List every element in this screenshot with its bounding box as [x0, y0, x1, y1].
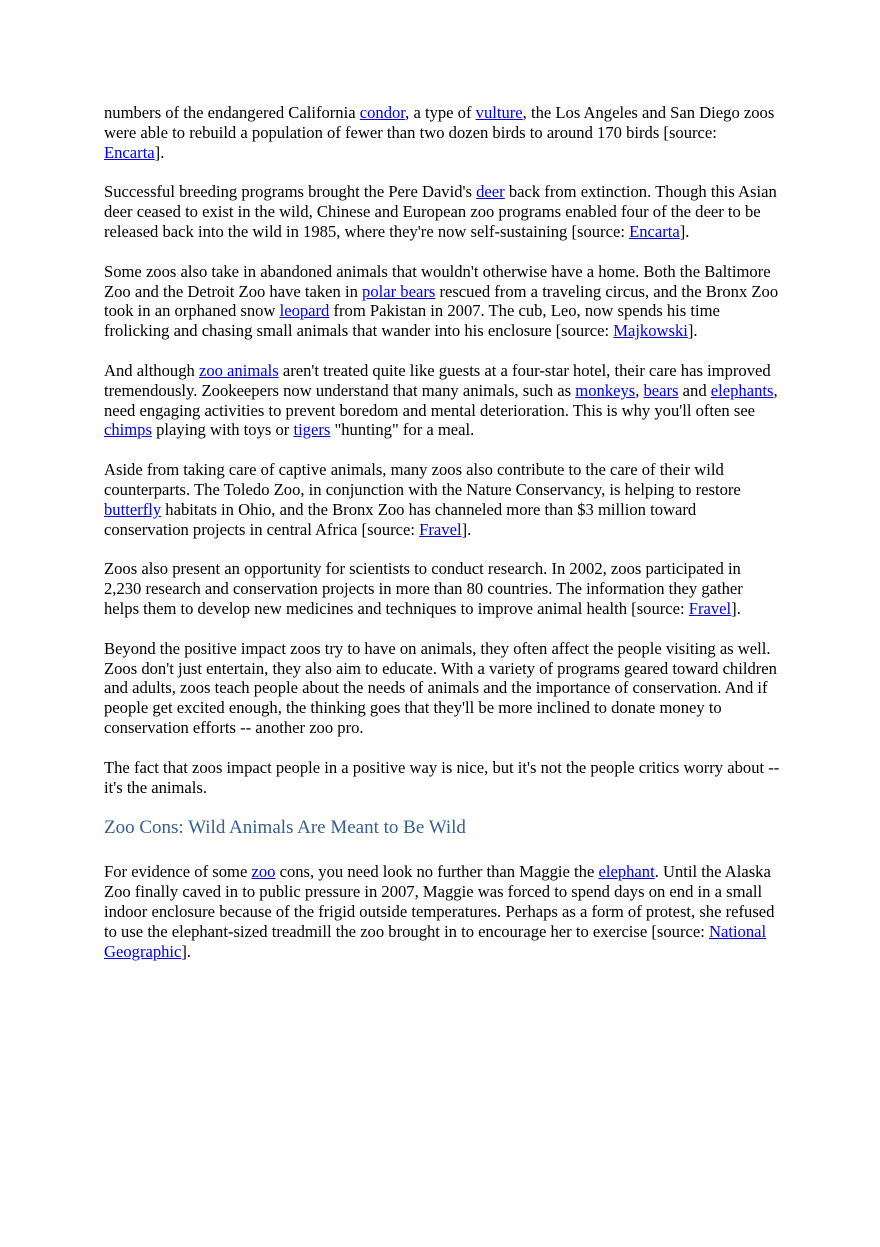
link-majkowski[interactable]: Majkowski — [613, 321, 688, 341]
paragraph — [104, 758, 780, 798]
paragraph-text: ]. — [181, 941, 192, 961]
paragraph-text: aren't treated quite like guests at a four-star hotel, their care has improved tremendously. Zookeepers now understand that many animals, such as — [104, 360, 771, 400]
section-heading: Zoo Cons: Wild Animals Are Meant to Be Wild — [104, 817, 466, 839]
body-paragraphs — [104, 103, 780, 797]
paragraph-text: And although — [104, 360, 199, 380]
paragraph-text: , the Los Angeles and San Diego zoos were able to rebuild a population of fewer than two dozen birds to around 170 birds [source: — [104, 103, 775, 142]
paragraph-text: numbers of the endangered California — [104, 103, 360, 122]
link-monkeys[interactable]: monkeys — [575, 380, 636, 400]
paragraph-text: ]. — [154, 142, 165, 162]
paragraph-text: Beyond the positive impact zoos try to have on animals, they often affect the people visiting as well. Zoos don't just entertain, they also aim to educate. With a variety of programs geared toward children and adults, zoos teach people about the needs of animals and the importance of conservation. And if people get excited enough, the thinking goes that they'll be more inclined to donate money to conservation efforts -- another zoo pro. — [104, 638, 777, 737]
paragraph-text: and — [678, 380, 711, 400]
paragraph-text: back from extinction. Though this Asian deer ceased to exist in the wild, Chinese and European zoo programs enabled four of the deer to be released back into the wild in 1985, where they're now self-sustaining [source: — [104, 182, 777, 241]
paragraph-text: from Pakistan in 2007. The cub, Leo, now spends his time frolicking and chasing small animals that wander into his enclosure [source: — [104, 301, 720, 341]
paragraph — [104, 361, 780, 440]
paragraph-text: Successful breeding programs brought the Pere David's — [104, 182, 477, 202]
paragraph — [104, 182, 780, 241]
link-deer[interactable]: deer — [476, 182, 505, 202]
paragraph-text: playing with toys or — [151, 420, 294, 440]
link-national-geographic[interactable]: National Geographic — [104, 921, 767, 961]
link-encarta[interactable]: Encarta — [104, 142, 155, 162]
paragraph-text: . Until the Alaska Zoo finally caved in to public pressure in 2007, Maggie was forced to spend days on end in a small indoor enclosure because of the frigid outside temperatures. Perhaps as a form of protest, she refused to use the elephant-sized treadmill the zoo brought in to encourage her to exercise [source: — [104, 862, 775, 941]
link-encarta[interactable]: Encarta — [629, 221, 680, 241]
section-paragraphs — [104, 862, 780, 961]
link-bears[interactable]: bears — [643, 380, 679, 400]
paragraph-text: , need engaging activities to prevent boredom and mental deterioration. This is why you'll often see — [104, 380, 778, 420]
link-zoo-animals[interactable]: zoo animals — [198, 360, 279, 380]
paragraph-text: ]. — [687, 321, 698, 341]
paragraph — [104, 103, 780, 162]
paragraph-text: "hunting" for a meal. — [330, 420, 475, 440]
document-page — [104, 103, 780, 981]
link-polar-bears[interactable]: polar bears — [362, 281, 436, 301]
link-leopard[interactable]: leopard — [279, 301, 330, 321]
paragraph — [104, 639, 780, 738]
link-condor[interactable]: condor — [359, 103, 406, 122]
paragraph-text: habitats in Ohio, and the Bronx Zoo has channeled more than $3 million toward conservation projects in central Africa [source: — [104, 499, 697, 539]
paragraph-text: rescued from a traveling circus, and the Bronx Zoo took in an orphaned snow — [104, 281, 779, 321]
paragraph-text: , — [635, 380, 644, 400]
link-butterfly[interactable]: butterfly — [104, 499, 162, 519]
paragraph-text: ]. — [731, 598, 741, 618]
paragraph — [104, 559, 780, 618]
paragraph-text: , a type of — [405, 103, 476, 122]
paragraph — [104, 262, 780, 341]
paragraph-text: Aside from taking care of captive animals, many zoos also contribute to the care of their wild counterparts. The Toledo Zoo, in conjunction with the Nature Conservancy, is helping to restore — [104, 460, 741, 499]
link-fravel[interactable]: Fravel — [688, 598, 732, 618]
link-tigers[interactable]: tigers — [293, 420, 331, 440]
paragraph-text: Some zoos also take in abandoned animals that wouldn't otherwise have a home. Both the Baltimore Zoo and the Detroit Zoo have taken in — [104, 261, 771, 301]
paragraph-text: ]. — [679, 221, 690, 241]
paragraph-text: ]. — [461, 519, 472, 539]
paragraph — [104, 460, 780, 539]
link-elephant[interactable]: elephant — [598, 862, 655, 882]
paragraph-text: cons, you need look no further than Maggie the — [275, 862, 599, 882]
link-fravel[interactable]: Fravel — [419, 519, 462, 539]
link-vulture[interactable]: vulture — [475, 103, 523, 122]
link-chimps[interactable]: chimps — [104, 420, 152, 440]
link-zoo[interactable]: zoo — [251, 862, 276, 882]
link-elephants[interactable]: elephants — [710, 380, 774, 400]
paragraph-text: Zoos also present an opportunity for scientists to conduct research. In 2002, zoos participated in 2,230 research and conservation projects in more than 80 countries. The information they gather helps them to develop new medicines and techniques to improve animal health [source: — [104, 559, 743, 618]
paragraph-text: For evidence of some — [104, 862, 252, 882]
paragraph-text: The fact that zoos impact people in a positive way is nice, but it's not the people critics worry about -- it's the animals. — [104, 757, 780, 797]
paragraph — [104, 862, 780, 961]
